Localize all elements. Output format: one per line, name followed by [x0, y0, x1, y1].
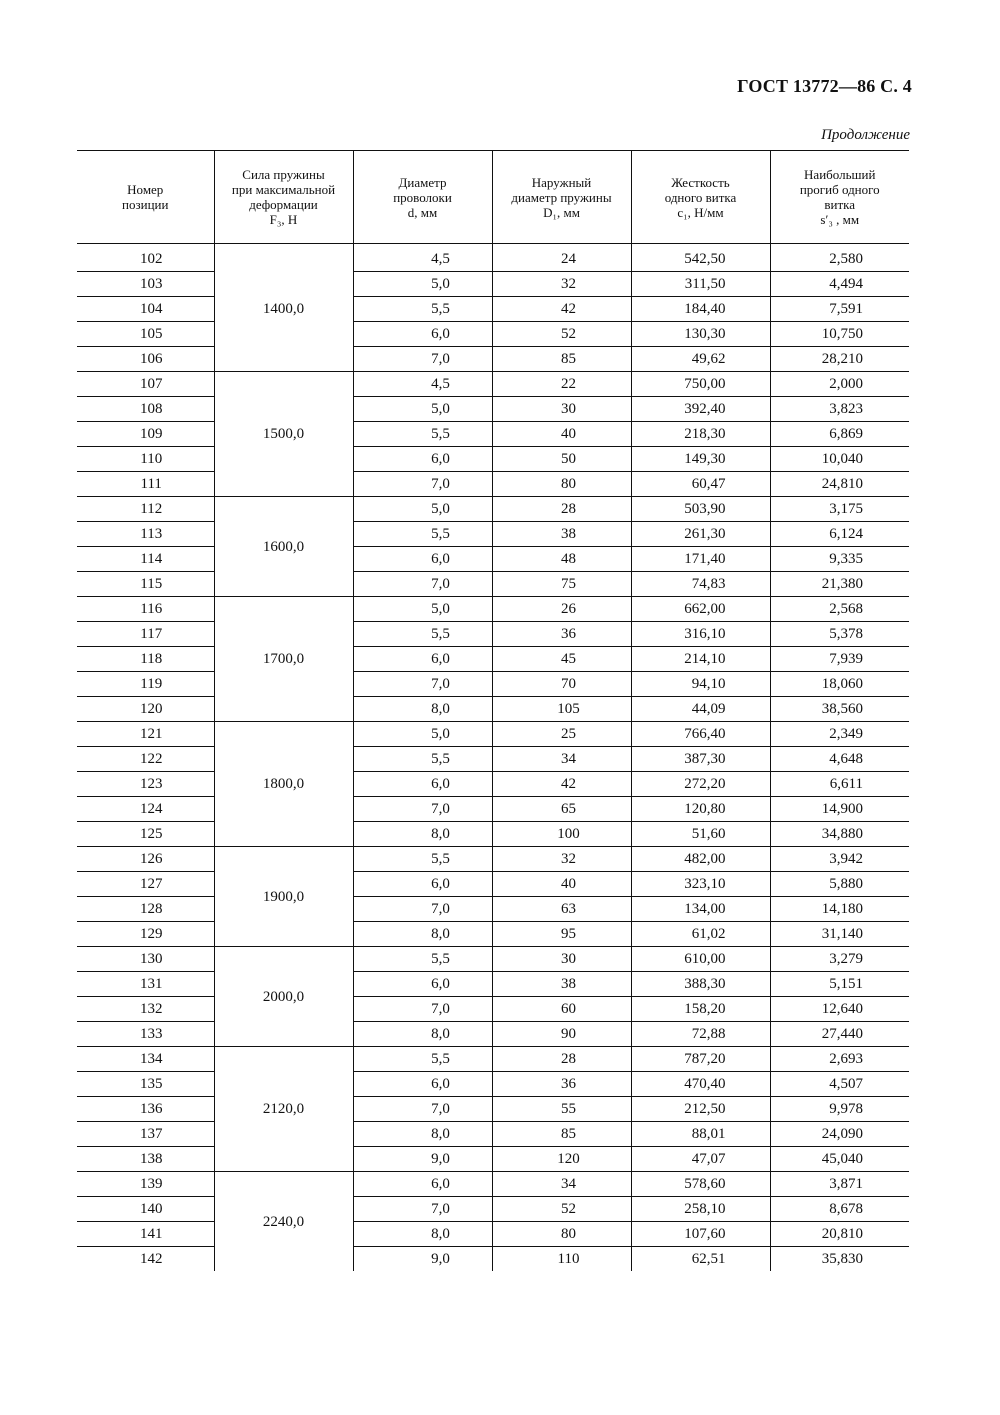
table-row	[77, 922, 909, 947]
header-line: при максимальной	[231, 182, 336, 197]
outer-diameter-cell: 55	[492, 1097, 631, 1122]
max-deflection-cell: 6,124	[770, 522, 909, 547]
table-row	[77, 1222, 909, 1247]
stiffness-cell: 316,10	[631, 622, 770, 647]
position-number-cell: 115	[77, 572, 214, 597]
table-row	[77, 947, 909, 972]
outer-diameter-cell: 80	[492, 1222, 631, 1247]
position-number-cell: 118	[77, 647, 214, 672]
outer-diameter-cell: 52	[492, 322, 631, 347]
position-number-cell: 131	[77, 972, 214, 997]
position-number-cell: 106	[77, 347, 214, 372]
header-line: c₁, Н/мм	[677, 204, 724, 220]
stiffness-cell: 323,10	[631, 872, 770, 897]
position-number-cell: 116	[77, 597, 214, 622]
wire-diameter-cell: 5,0	[353, 272, 492, 297]
outer-diameter-header	[492, 151, 631, 244]
header-line: d, мм	[407, 204, 438, 220]
stiffness-cell: 120,80	[631, 797, 770, 822]
stiffness-cell: 482,00	[631, 847, 770, 872]
outer-diameter-cell: 60	[492, 997, 631, 1022]
stiffness-cell: 261,30	[631, 522, 770, 547]
max-deflection-cell: 14,900	[770, 797, 909, 822]
table-row	[77, 1072, 909, 1097]
table-row	[77, 672, 909, 697]
position-number-cell: 105	[77, 322, 214, 347]
outer-diameter-cell: 32	[492, 847, 631, 872]
outer-diameter-cell: 70	[492, 672, 631, 697]
continuation-label: Продолжение	[821, 127, 910, 143]
stiffness-cell: 149,30	[631, 447, 770, 472]
stiffness-cell: 60,47	[631, 472, 770, 497]
position-number-cell: 135	[77, 1072, 214, 1097]
wire-diameter-cell: 6,0	[353, 1072, 492, 1097]
max-deflection-cell: 28,210	[770, 347, 909, 372]
max-deflection-cell: 18,060	[770, 672, 909, 697]
position-number-cell: 137	[77, 1122, 214, 1147]
max-deflection-cell: 3,175	[770, 497, 909, 522]
wire-diameter-cell: 5,5	[353, 622, 492, 647]
outer-diameter-cell: 120	[492, 1147, 631, 1172]
stiffness-cell: 158,20	[631, 997, 770, 1022]
wire-diameter-cell: 6,0	[353, 322, 492, 347]
max-deflection-cell: 45,040	[770, 1147, 909, 1172]
outer-diameter-cell: 95	[492, 922, 631, 947]
header-line: позиции	[122, 197, 169, 212]
stiffness-cell: 258,10	[631, 1197, 770, 1222]
table-row	[77, 322, 909, 347]
position-number-cell: 140	[77, 1197, 214, 1222]
table-row	[77, 622, 909, 647]
stiffness-cell: 134,00	[631, 897, 770, 922]
outer-diameter-cell: 42	[492, 297, 631, 322]
max-deflection-cell: 31,140	[770, 922, 909, 947]
table-row	[77, 297, 909, 322]
stiffness-cell: 107,60	[631, 1222, 770, 1247]
spring-force-cell: 2000,0	[214, 947, 353, 1047]
position-number-cell: 134	[77, 1047, 214, 1072]
wire-diameter-cell: 8,0	[353, 822, 492, 847]
max-deflection-cell: 10,750	[770, 322, 909, 347]
outer-diameter-cell: 38	[492, 972, 631, 997]
header-line: деформации	[249, 197, 318, 212]
wire-diameter-cell: 6,0	[353, 972, 492, 997]
table-row	[77, 397, 909, 422]
max-deflection-cell: 9,335	[770, 547, 909, 572]
max-deflection-cell: 2,693	[770, 1047, 909, 1072]
position-number-cell: 111	[77, 472, 214, 497]
table-row	[77, 447, 909, 472]
stiffness-cell: 387,30	[631, 747, 770, 772]
table-row	[77, 572, 909, 597]
max-deflection-cell: 5,378	[770, 622, 909, 647]
max-deflection-cell: 38,560	[770, 697, 909, 722]
position-number-cell: 119	[77, 672, 214, 697]
wire-diameter-cell: 7,0	[353, 672, 492, 697]
wire-diameter-cell: 5,5	[353, 847, 492, 872]
wire-diameter-cell: 5,0	[353, 497, 492, 522]
spring-force-cell: 1500,0	[214, 372, 353, 497]
position-number-cell: 109	[77, 422, 214, 447]
header-line: проволоки	[393, 189, 452, 205]
table-row	[77, 372, 909, 397]
outer-diameter-cell: 25	[492, 722, 631, 747]
max-deflection-cell: 6,869	[770, 422, 909, 447]
table-row	[77, 747, 909, 772]
wire-diameter-cell: 4,5	[353, 372, 492, 397]
stiffness-cell: 750,00	[631, 372, 770, 397]
wire-diameter-cell: 5,5	[353, 747, 492, 772]
wire-diameter-cell: 7,0	[353, 1197, 492, 1222]
outer-diameter-cell: 30	[492, 397, 631, 422]
outer-diameter-cell: 42	[492, 772, 631, 797]
table-row	[77, 822, 909, 847]
stiffness-cell: 171,40	[631, 547, 770, 572]
wire-diameter-cell: 6,0	[353, 447, 492, 472]
stiffness-cell: 212,50	[631, 1097, 770, 1122]
wire-diameter-cell: 5,5	[353, 947, 492, 972]
max-deflection-cell: 3,942	[770, 847, 909, 872]
wire-diameter-cell: 7,0	[353, 347, 492, 372]
stiffness-cell: 94,10	[631, 672, 770, 697]
max-deflection-cell: 34,880	[770, 822, 909, 847]
page-header-standard: ГОСТ 13772—86 С. 4	[737, 76, 912, 96]
stiffness-cell: 74,83	[631, 572, 770, 597]
outer-diameter-cell: 48	[492, 547, 631, 572]
outer-diameter-cell: 36	[492, 622, 631, 647]
position-number-cell: 123	[77, 772, 214, 797]
position-number-cell: 122	[77, 747, 214, 772]
max-deflection-cell: 8,678	[770, 1197, 909, 1222]
wire-diameter-cell: 5,5	[353, 1047, 492, 1072]
stiffness-cell: 214,10	[631, 647, 770, 672]
max-deflection-cell: 4,648	[770, 747, 909, 772]
table-row	[77, 422, 909, 447]
table-row	[77, 722, 909, 747]
outer-diameter-cell: 36	[492, 1072, 631, 1097]
wire-diameter-cell: 9,0	[353, 1147, 492, 1172]
wire-diameter-cell: 6,0	[353, 647, 492, 672]
wire-diameter-cell: 8,0	[353, 1022, 492, 1047]
wire-diameter-cell: 9,0	[353, 1247, 492, 1272]
outer-diameter-cell: 30	[492, 947, 631, 972]
spring-force-cell: 1600,0	[214, 497, 353, 597]
wire-diameter-header	[353, 151, 492, 244]
max-deflection-header	[770, 151, 909, 244]
position-number-cell: 103	[77, 272, 214, 297]
max-deflection-cell: 10,040	[770, 447, 909, 472]
max-deflection-cell: 7,939	[770, 647, 909, 672]
position-number-cell: 113	[77, 522, 214, 547]
header-line: Диаметр	[398, 174, 447, 190]
table-row	[77, 1197, 909, 1222]
wire-diameter-cell: 7,0	[353, 572, 492, 597]
position-number-cell: 108	[77, 397, 214, 422]
outer-diameter-cell: 63	[492, 897, 631, 922]
outer-diameter-cell: 26	[492, 597, 631, 622]
stiffness-cell: 47,07	[631, 1147, 770, 1172]
max-deflection-cell: 2,349	[770, 722, 909, 747]
position-number-cell: 125	[77, 822, 214, 847]
table-row	[77, 1047, 909, 1072]
spring-force-header	[214, 151, 353, 244]
outer-diameter-cell: 105	[492, 697, 631, 722]
spring-spec-table	[77, 150, 909, 1271]
outer-diameter-cell: 90	[492, 1022, 631, 1047]
wire-diameter-cell: 5,0	[353, 597, 492, 622]
wire-diameter-cell: 6,0	[353, 547, 492, 572]
max-deflection-cell: 5,880	[770, 872, 909, 897]
table-row	[77, 1172, 909, 1197]
position-number-cell: 128	[77, 897, 214, 922]
position-number-header	[77, 151, 214, 244]
outer-diameter-cell: 85	[492, 1122, 631, 1147]
position-number-cell: 107	[77, 372, 214, 397]
stiffness-cell: 272,20	[631, 772, 770, 797]
table-row	[77, 472, 909, 497]
header-line: одного витка	[664, 189, 737, 205]
position-number-cell: 120	[77, 697, 214, 722]
header-line: витка	[824, 197, 856, 212]
stiffness-cell: 62,51	[631, 1247, 770, 1272]
stiffness-cell: 130,30	[631, 322, 770, 347]
spring-force-cell: 1900,0	[214, 847, 353, 947]
position-number-cell: 127	[77, 872, 214, 897]
table-row	[77, 522, 909, 547]
wire-diameter-cell: 7,0	[353, 797, 492, 822]
outer-diameter-cell: 50	[492, 447, 631, 472]
table-row	[77, 272, 909, 297]
max-deflection-cell: 4,507	[770, 1072, 909, 1097]
table-row	[77, 772, 909, 797]
max-deflection-cell: 27,440	[770, 1022, 909, 1047]
position-number-cell: 126	[77, 847, 214, 872]
table-row	[77, 1122, 909, 1147]
outer-diameter-cell: 34	[492, 1172, 631, 1197]
outer-diameter-cell: 100	[492, 822, 631, 847]
header-line: s′₃ , мм	[820, 212, 860, 227]
wire-diameter-cell: 6,0	[353, 872, 492, 897]
position-number-cell: 102	[77, 244, 214, 272]
spring-force-cell: 2240,0	[214, 1172, 353, 1272]
stiffness-cell: 184,40	[631, 297, 770, 322]
stiffness-header	[631, 151, 770, 244]
wire-diameter-cell: 5,5	[353, 422, 492, 447]
stiffness-cell: 311,50	[631, 272, 770, 297]
stiffness-cell: 542,50	[631, 244, 770, 272]
stiffness-cell: 51,60	[631, 822, 770, 847]
max-deflection-cell: 24,090	[770, 1122, 909, 1147]
max-deflection-cell: 4,494	[770, 272, 909, 297]
outer-diameter-cell: 80	[492, 472, 631, 497]
table-row	[77, 972, 909, 997]
outer-diameter-cell: 28	[492, 497, 631, 522]
max-deflection-cell: 3,279	[770, 947, 909, 972]
stiffness-cell: 88,01	[631, 1122, 770, 1147]
wire-diameter-cell: 4,5	[353, 244, 492, 272]
position-number-cell: 132	[77, 997, 214, 1022]
header-line: Жесткость	[671, 174, 730, 190]
max-deflection-cell: 2,580	[770, 244, 909, 272]
table-row	[77, 347, 909, 372]
spring-force-cell: 1700,0	[214, 597, 353, 722]
stiffness-cell: 662,00	[631, 597, 770, 622]
header-line: Номер	[127, 182, 164, 197]
outer-diameter-cell: 65	[492, 797, 631, 822]
outer-diameter-cell: 34	[492, 747, 631, 772]
position-number-cell: 121	[77, 722, 214, 747]
table-row	[77, 647, 909, 672]
wire-diameter-cell: 5,0	[353, 722, 492, 747]
max-deflection-cell: 2,000	[770, 372, 909, 397]
wire-diameter-cell: 5,5	[353, 522, 492, 547]
spring-force-cell: 2120,0	[214, 1047, 353, 1172]
position-number-cell: 130	[77, 947, 214, 972]
stiffness-cell: 787,20	[631, 1047, 770, 1072]
outer-diameter-cell: 38	[492, 522, 631, 547]
max-deflection-cell: 35,830	[770, 1247, 909, 1272]
table-row	[77, 1147, 909, 1172]
header-line: F₃, Н	[269, 212, 298, 227]
wire-diameter-cell: 6,0	[353, 1172, 492, 1197]
position-number-cell: 138	[77, 1147, 214, 1172]
outer-diameter-cell: 45	[492, 647, 631, 672]
table-row	[77, 872, 909, 897]
table-row	[77, 1022, 909, 1047]
table-header	[77, 151, 909, 244]
stiffness-cell: 218,30	[631, 422, 770, 447]
max-deflection-cell: 24,810	[770, 472, 909, 497]
table-row	[77, 797, 909, 822]
wire-diameter-cell: 5,0	[353, 397, 492, 422]
stiffness-cell: 766,40	[631, 722, 770, 747]
header-line: Наружный	[531, 174, 592, 190]
outer-diameter-cell: 22	[492, 372, 631, 397]
position-number-cell: 124	[77, 797, 214, 822]
wire-diameter-cell: 8,0	[353, 1222, 492, 1247]
outer-diameter-cell: 40	[492, 422, 631, 447]
outer-diameter-cell: 40	[492, 872, 631, 897]
position-number-cell: 114	[77, 547, 214, 572]
position-number-cell: 112	[77, 497, 214, 522]
table-row	[77, 597, 909, 622]
wire-diameter-cell: 5,5	[353, 297, 492, 322]
stiffness-cell: 503,90	[631, 497, 770, 522]
position-number-cell: 129	[77, 922, 214, 947]
stiffness-cell: 578,60	[631, 1172, 770, 1197]
position-number-cell: 142	[140, 1251, 163, 1267]
wire-diameter-cell: 8,0	[353, 922, 492, 947]
position-number-cell: 133	[77, 1022, 214, 1047]
outer-diameter-cell: 52	[492, 1197, 631, 1222]
max-deflection-cell: 9,978	[770, 1097, 909, 1122]
max-deflection-cell: 2,568	[770, 597, 909, 622]
max-deflection-cell: 6,611	[770, 772, 909, 797]
max-deflection-cell: 21,380	[770, 572, 909, 597]
table-row	[77, 1097, 909, 1122]
max-deflection-cell: 20,810	[770, 1222, 909, 1247]
wire-diameter-cell: 7,0	[353, 1097, 492, 1122]
position-number-cell: 104	[77, 297, 214, 322]
spring-force-cell: 1800,0	[214, 722, 353, 847]
outer-diameter-cell: 32	[492, 272, 631, 297]
position-number-cell: 136	[77, 1097, 214, 1122]
spring-force-cell: 1400,0	[214, 244, 353, 372]
max-deflection-cell: 12,640	[770, 997, 909, 1022]
table-row	[77, 244, 909, 272]
stiffness-cell: 470,40	[631, 1072, 770, 1097]
outer-diameter-cell: 24	[492, 244, 631, 272]
stiffness-cell: 392,40	[631, 397, 770, 422]
header-line: Наибольший	[804, 167, 876, 182]
header-line: D₁, мм	[543, 204, 580, 220]
table-row	[77, 847, 909, 872]
stiffness-cell: 72,88	[631, 1022, 770, 1047]
max-deflection-cell: 5,151	[770, 972, 909, 997]
table-row	[77, 697, 909, 722]
max-deflection-cell: 3,871	[770, 1172, 909, 1197]
stiffness-cell: 61,02	[631, 922, 770, 947]
outer-diameter-cell: 75	[492, 572, 631, 597]
header-line: диаметр пружины	[511, 189, 612, 205]
position-number-cell: 110	[77, 447, 214, 472]
table-row	[77, 497, 909, 522]
max-deflection-cell: 14,180	[770, 897, 909, 922]
wire-diameter-cell: 8,0	[353, 697, 492, 722]
table-row	[77, 547, 909, 572]
stiffness-cell: 44,09	[631, 697, 770, 722]
outer-diameter-cell: 110	[492, 1247, 631, 1272]
table-row	[77, 997, 909, 1022]
stiffness-cell: 388,30	[631, 972, 770, 997]
stiffness-cell: 49,62	[631, 347, 770, 372]
wire-diameter-cell: 8,0	[353, 1122, 492, 1147]
position-number-cell: 139	[77, 1172, 214, 1197]
wire-diameter-cell: 7,0	[353, 997, 492, 1022]
table-body	[77, 244, 909, 1272]
table-row	[77, 1247, 909, 1272]
header-line: прогиб одного	[799, 182, 880, 197]
stiffness-cell: 610,00	[631, 947, 770, 972]
header-line: Сила пружины	[242, 167, 325, 182]
wire-diameter-cell: 7,0	[353, 897, 492, 922]
wire-diameter-cell: 6,0	[353, 772, 492, 797]
position-number-cell: 117	[77, 622, 214, 647]
max-deflection-cell: 7,591	[770, 297, 909, 322]
position-number-cell: 141	[77, 1222, 214, 1247]
table-row	[77, 897, 909, 922]
max-deflection-cell: 3,823	[770, 397, 909, 422]
outer-diameter-cell: 85	[492, 347, 631, 372]
wire-diameter-cell: 7,0	[353, 472, 492, 497]
outer-diameter-cell: 28	[492, 1047, 631, 1072]
